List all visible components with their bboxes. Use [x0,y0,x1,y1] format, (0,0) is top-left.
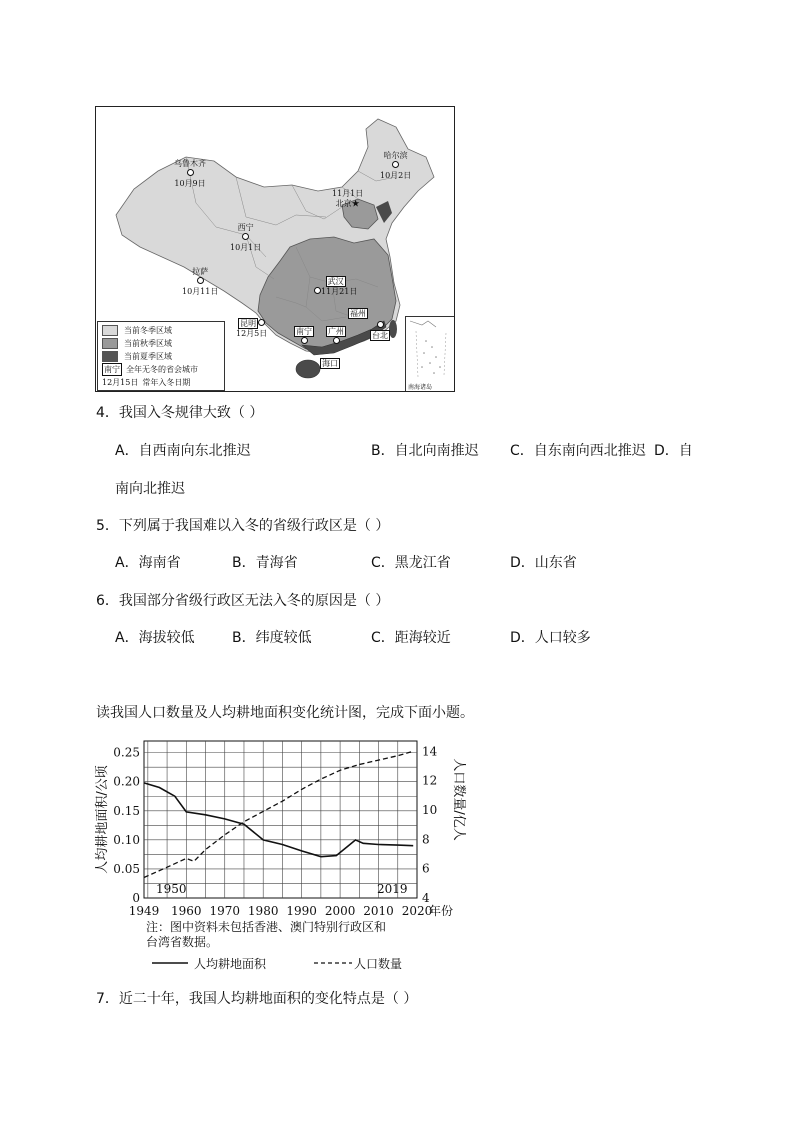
city-marker-icon [187,169,194,176]
x-tick-label: 1949 [128,904,160,918]
q5-option-a[interactable]: A．海南省 [115,555,181,571]
q7-stem: 7．近二十年，我国人均耕地面积的变化特点是（ ） [96,991,418,1007]
city-marker-icon [314,287,321,294]
city-kunming-name: 昆明 [240,319,257,328]
city-lhasa [182,267,218,297]
y-right-tick-label: 10 [422,802,438,817]
city-guangzhou [326,327,346,347]
city-marker-icon [301,337,308,344]
legend-swatch [102,338,118,349]
legend-solid-label: 人均耕地面积 [194,957,267,971]
city-beijing-date: 11月1日 [332,189,364,198]
taiwan-island [389,320,397,338]
city-marker-icon [242,233,249,240]
q4-stem: 4．我国入冬规律大致（ ） [96,405,264,421]
city-urumqi-date: 10月9日 [174,179,206,188]
intro-text: 读我国人口数量及人均耕地面积变化统计图，完成下面小题。 [96,705,474,721]
city-xining-date: 10月1日 [230,243,262,252]
city-marker-icon [377,321,384,328]
city-marker-icon [333,337,340,344]
legend-swatch [102,325,118,336]
city-haikou-name: 海口 [322,359,338,368]
city-wuhan-date: 11月21日 [321,287,358,296]
city-harbin [380,151,411,181]
legend-item-date [102,376,190,388]
city-lhasa-date: 10月11日 [182,287,219,296]
inset-map-svg [406,317,454,391]
city-beijing [332,189,363,209]
y-left-tick-label: 0.25 [113,745,140,760]
q5-option-b[interactable]: B．青海省 [232,555,298,571]
y-right-tick-label: 14 [422,744,438,759]
city-nanning [294,327,314,347]
y-left-tick-label: 0.10 [113,832,140,847]
q4-option-b[interactable]: B．自北向南推迟 [371,443,479,459]
end-year-label: 2019 [377,882,408,896]
legend-label: 当前冬季区域 [124,325,172,335]
x-tick-label: 2000 [324,904,356,918]
city-xining [230,223,261,253]
x-axis-unit: 年份 [429,904,454,918]
legend-item-summer [102,350,172,362]
y-left-tick-label: 0.20 [113,774,140,789]
legend-label: 常年入冬日期 [142,377,191,387]
q5-stem: 5．下列属于我国难以入冬的省级行政区是（ ） [96,518,390,534]
city-harbin-date: 10月2日 [380,171,412,180]
legend-item-winter [102,324,172,336]
legend-swatch [102,351,118,362]
city-nanning-name: 南宁 [296,327,312,336]
city-wuhan [314,277,357,297]
y-right-tick-label: 6 [422,861,430,876]
inset-label: 南海诸岛 [408,384,433,391]
q6-stem: 6．我国部分省级行政区无法入冬的原因是（ ） [96,593,390,609]
q6-option-d[interactable]: D．人口较多 [510,630,591,646]
y-right-tick-label: 4 [422,891,430,905]
y-left-tick-label: 0.15 [113,803,140,818]
series-line-farmland [144,783,413,857]
x-tick-label: 2020 [401,904,433,918]
x-tick-label: 1980 [247,904,279,918]
city-taibei [370,321,390,341]
legend-date-sample: 12月15日 [102,377,139,387]
legend-label: 全年无冬的省会城市 [126,364,198,374]
capital-star-icon: ★ [351,199,360,208]
city-beijing-name: 北京 [335,199,352,208]
y-left-axis-title: 人均耕地面积/公顷 [95,765,110,874]
hainan-island [296,360,320,378]
x-tick-label: 1960 [171,904,202,918]
q5-option-c[interactable]: C．黑龙江省 [371,555,451,571]
city-kunming-date: 12月5日 [236,329,268,338]
legend-city-sample: 南宁 [104,364,120,374]
y-right-tick-label: 8 [422,832,430,847]
map-legend [97,321,225,391]
x-tick-label: 2010 [363,904,394,918]
city-lhasa-name: 拉萨 [192,267,209,276]
x-tick-label: 1990 [286,904,317,918]
city-marker-icon [197,277,204,284]
q4-option-d-part2[interactable]: 南向北推迟 [115,481,185,497]
q4-option-d-part1[interactable]: D．自 [654,443,693,459]
y-left-tick-label: 0.05 [113,861,140,876]
y-left-tick-label: 0 [132,891,140,905]
chart-note-line1: 注：图中资料未包括香港、澳门特别行政区和 [146,920,387,934]
city-marker-icon [258,319,265,326]
q4-option-c[interactable]: C．自东南向西北推迟 [510,443,646,459]
population-farmland-chart [92,738,472,974]
chart-svg [92,738,472,974]
q4-option-a[interactable]: A．自西南向东北推迟 [115,443,251,459]
city-kunming [236,319,267,339]
start-year-label: 1950 [156,882,187,896]
chart-note-line2: 台湾省数据。 [146,935,219,949]
city-marker-icon [392,161,399,168]
q5-option-d[interactable]: D．山东省 [510,555,577,571]
legend-item-autumn [102,337,172,349]
y-right-axis-title: 人口数量/亿人 [451,758,466,841]
city-fuzhou [348,309,368,319]
q6-option-c[interactable]: C．距海较近 [371,630,451,646]
china-winter-map [95,106,455,392]
city-fuzhou-name: 福州 [350,309,366,318]
plot-frame [144,741,417,898]
city-guangzhou-name: 广州 [328,327,344,336]
x-tick-label: 1970 [209,904,241,918]
city-urumqi-name: 乌鲁木齐 [174,159,206,168]
q6-option-b[interactable]: B．纬度较低 [232,630,312,646]
legend-dashed-label: 人口数量 [354,957,403,971]
city-harbin-name: 哈尔滨 [383,151,408,160]
legend-label: 当前秋季区域 [124,338,172,348]
city-haikou [320,359,340,369]
city-taibei-name: 台北 [372,331,388,340]
legend-label: 当前夏季区域 [124,351,172,361]
south-china-sea-inset [405,316,454,391]
series-line-population [144,751,413,877]
q6-option-a[interactable]: A．海拔较低 [115,630,195,646]
city-wuhan-name: 武汉 [327,277,344,286]
y-right-tick-label: 12 [422,773,438,788]
city-xining-name: 西宁 [237,223,254,232]
legend-item-city [102,363,198,375]
city-urumqi [174,159,206,189]
